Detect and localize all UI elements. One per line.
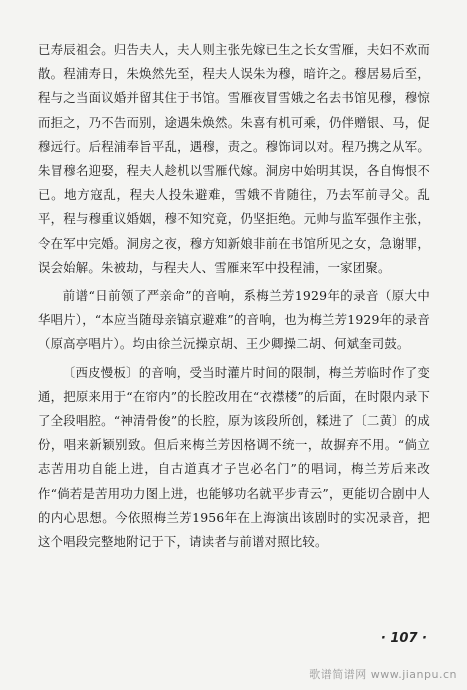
page-number: · 107 · [380, 631, 427, 646]
site-watermark: 歌谱简谱网 www.jianpu.cn [309, 668, 457, 681]
paragraph-recording-notes: 前谱“日前领了严亲命”的音响，系梅兰芳1929年的录音（原大中华唱片），“本应当随母亲镐京避难”的音响，也为梅兰芳1929年的录音（原高亭唱片）。均由徐兰沅操京胡、王少卿操二胡、何斌奎司鼓。 [38, 288, 430, 352]
paragraph-synopsis: 已寿辰祖会。归告夫人，夫人则主张先嫁已生之长女雪雁，夫妇不欢而散。程浦寿日，朱焕然先至，程夫人误朱为穆，暗许之。穆居易后至，程与之当面议婚并留其住于书馆。雪雁夜冒雪娥之名去书馆见穆，穆惊而拒之，乃不告而别，途遇朱焕然。朱喜有机可乘，仍伴赠银、马，促穆远行。后程浦奉旨平乱，遇穆，责之。穆饰词以对。程乃携之从军。朱冒穆名迎娶，程夫人趁机以雪雁代嫁。洞房中始明其误，各自悔恨不已。地方寇乱，程夫人投朱避难，雪娥不肯随往，乃去军前寻父。乱平，程与穆重议婚姻，穆不知究竟，仍坚拒绝。元帅与监军强作主张，令在军中完婚。洞房之夜，穆方知新娘非前在书馆所见之女，急谢罪，误会始解。朱被劫，与程夫人、雪雁来军中投程浦，一家团聚。 [38, 42, 430, 275]
paragraph-xipi-manban: 〔西皮慢板〕的音响，受当时灌片时间的限制，梅兰芳临时作了变通，把原来用于“在帘内”的长腔改用在“衣襟楼”的后面，在时限内录下了全段唱腔。“神清骨俊”的长腔，原为该段所创，糅进了〔二黄〕的成份，唱来新颖别致。但后来梅兰芳因格调不统一，故摒弃不用。“倘立志苦用功自能上进，自古道真才子岂必名门”的唱词，梅兰芳后来改作“倘若是苦用功力图上进，也能够功名就平步青云”，更能切合剧中人的内心思想。今依照梅兰芳1956年在上海演出该剧时的实况录音，把这个唱段完整地附记于下，请读者与前谱对照比较。 [38, 364, 430, 550]
body-text [38, 38, 430, 554]
